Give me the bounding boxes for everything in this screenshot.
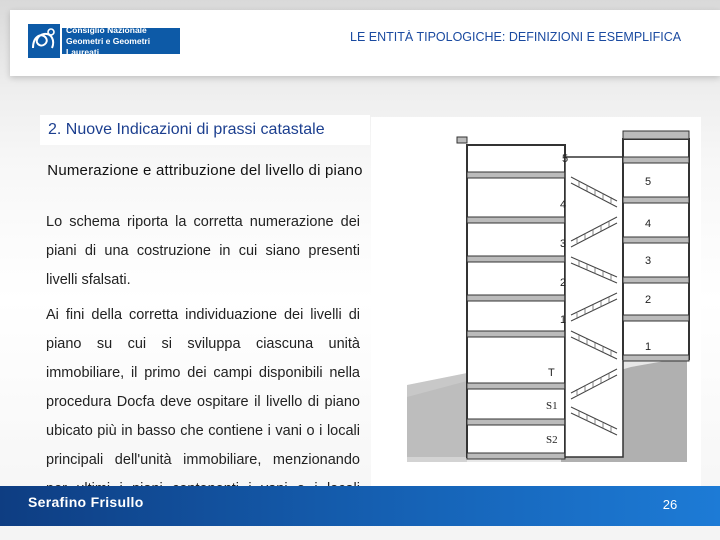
left-level-label: S2 (546, 434, 558, 446)
slab-l7 (467, 419, 565, 425)
slab-r2 (623, 197, 689, 203)
logo-line-2: Geometri e Geometri Laureati (66, 35, 151, 57)
slab-r1 (623, 157, 689, 163)
logo-text-box (62, 24, 180, 57)
left-level-label: 1 (560, 314, 567, 326)
paragraph-1: Lo schema riporta la corretta numerazione dei piani di una costruzione in cui siano presenti livelli sfalsati. (46, 214, 360, 288)
left-level-label: S1 (546, 400, 558, 412)
paragraph-2: Ai fini della corretta individuazione dei livelli di piano su cui si sviluppa ciascuna unità immobiliare, il primo dei campi disponibili nella procedura Docfa deve ospitare il livello di piano ubicato più in basso che contiene i vani o i locali principali dell'unità immobiliare, menzionando (46, 307, 360, 468)
slab-l1 (467, 172, 565, 178)
footer-author: Serafino Frisullo (28, 494, 144, 510)
slide-subtitle: Numerazione e attribuzione del livello di piano (47, 162, 363, 179)
slab-l4 (467, 295, 565, 301)
left-level-label: 3 (560, 238, 567, 250)
left-level-label: 4 (560, 199, 567, 211)
roof-left (457, 137, 467, 143)
left-level-label: 5 (562, 153, 569, 165)
slab-l8 (467, 453, 565, 459)
right-block (623, 139, 689, 359)
presentation-title: LE ENTITÀ TIPOLOGICHE: DEFINIZIONI E ESEMPLIFICA (350, 30, 682, 44)
slab-l2 (467, 217, 565, 223)
logo-mark-icon (28, 22, 60, 60)
logo-line-1: Consiglio Nazionale (66, 24, 147, 35)
slab-r5 (623, 315, 689, 321)
section-title: 2. Nuove Indicazioni di prassi catastale (40, 115, 370, 145)
right-level-label: 2 (645, 294, 652, 306)
right-level-label: 1 (645, 341, 652, 353)
slab-l3 (467, 256, 565, 262)
right-level-label: 3 (645, 255, 652, 267)
page-number: 26 (662, 497, 678, 512)
left-level-label: T (548, 367, 555, 379)
building-section-svg (371, 117, 701, 491)
stair-core (565, 157, 623, 457)
slab-l5 (467, 331, 565, 337)
slab-r3 (623, 237, 689, 243)
slab-r4 (623, 277, 689, 283)
building-section-diagram (371, 117, 701, 491)
logo (28, 22, 180, 60)
slab-l6 (467, 383, 565, 389)
right-level-label: 4 (645, 218, 652, 230)
roof-right (623, 131, 689, 139)
left-level-label: 2 (560, 277, 567, 289)
slab-r6 (623, 355, 689, 361)
right-level-label: 5 (645, 176, 652, 188)
